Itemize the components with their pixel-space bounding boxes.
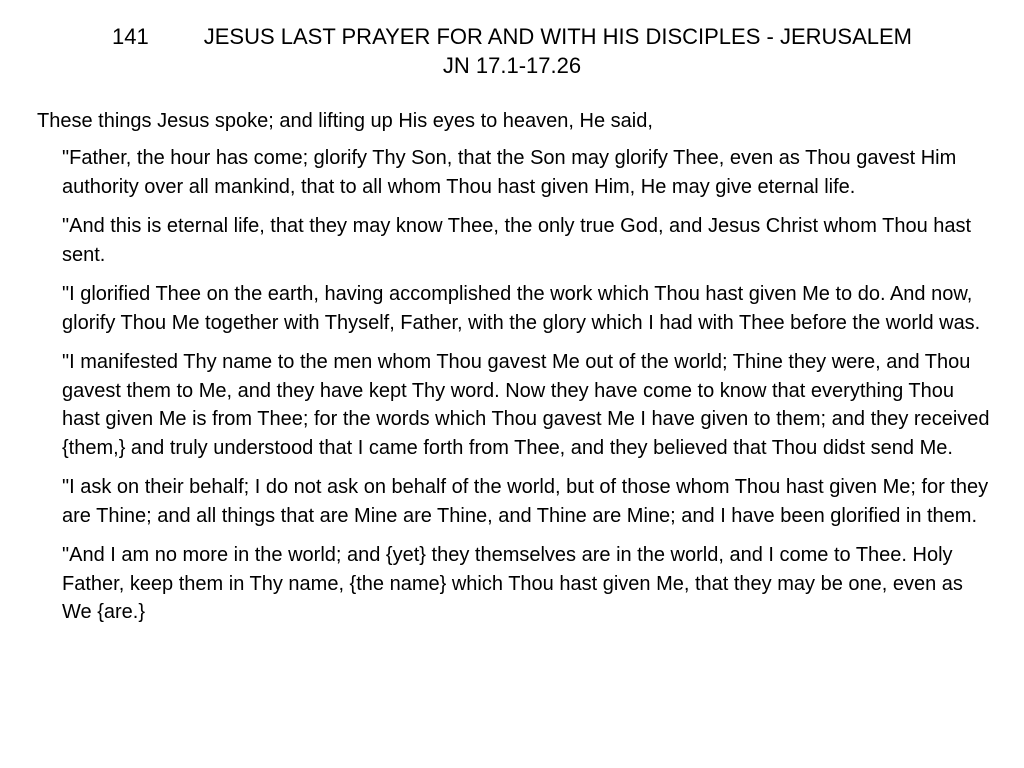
title-line xyxy=(0,22,1024,51)
verse-paragraph: "I ask on their behalf; I do not ask on behalf of the world, but of those whom Thou hast given Me; for they are Thine; and all things that are Mine are Thine, and Thine are Mine; and I have been glorified in them. xyxy=(62,476,989,527)
verse-paragraph: "I manifested Thy name to the men whom Thou gavest Me out of the world; Thine they were, and Thou gavest them to Me, and they have kept Thy word. Now they have come to know that everything Thou hast given Me is from Thee; for the words which Thou gavest Me I have given to them; and they received {them,} and truly understood that I came forth from Thee, and they believed that Thou didst send Me. xyxy=(62,351,990,459)
section-number: 141 xyxy=(112,24,149,49)
scripture-reference: JN 17.1-17.26 xyxy=(442,53,582,78)
verse-paragraph: "And this is eternal life, that they may know Thee, the only true God, and Jesus Christ whom Thou hast sent. xyxy=(62,215,972,266)
page-title xyxy=(0,22,1024,80)
section-title: JESUS LAST PRAYER FOR AND WITH HIS DISCIPLES - JERUSALEM xyxy=(203,24,912,49)
verse-paragraph: "And I am no more in the world; and {yet} they themselves are in the world, and I come to Thee. Holy Father, keep them in Thy name, {the name} which Thou hast given Me, that they may be one, even as We {are.} xyxy=(62,544,963,623)
intro-paragraph: These things Jesus spoke; and lifting up His eyes to heaven, He said, xyxy=(37,110,653,132)
verse-paragraph: "Father, the hour has come; glorify Thy Son, that the Son may glorify Thee, even as Thou gavest Him authority over all mankind, that to all whom Thou hast given Him, He may give eternal life. xyxy=(62,147,957,198)
verse-list xyxy=(62,144,997,638)
verse-paragraph: "I glorified Thee on the earth, having accomplished the work which Thou hast given Me to do. And now, glorify Thou Me together with Thyself, Father, with the glory which I had with Thee before the world was. xyxy=(62,283,981,334)
